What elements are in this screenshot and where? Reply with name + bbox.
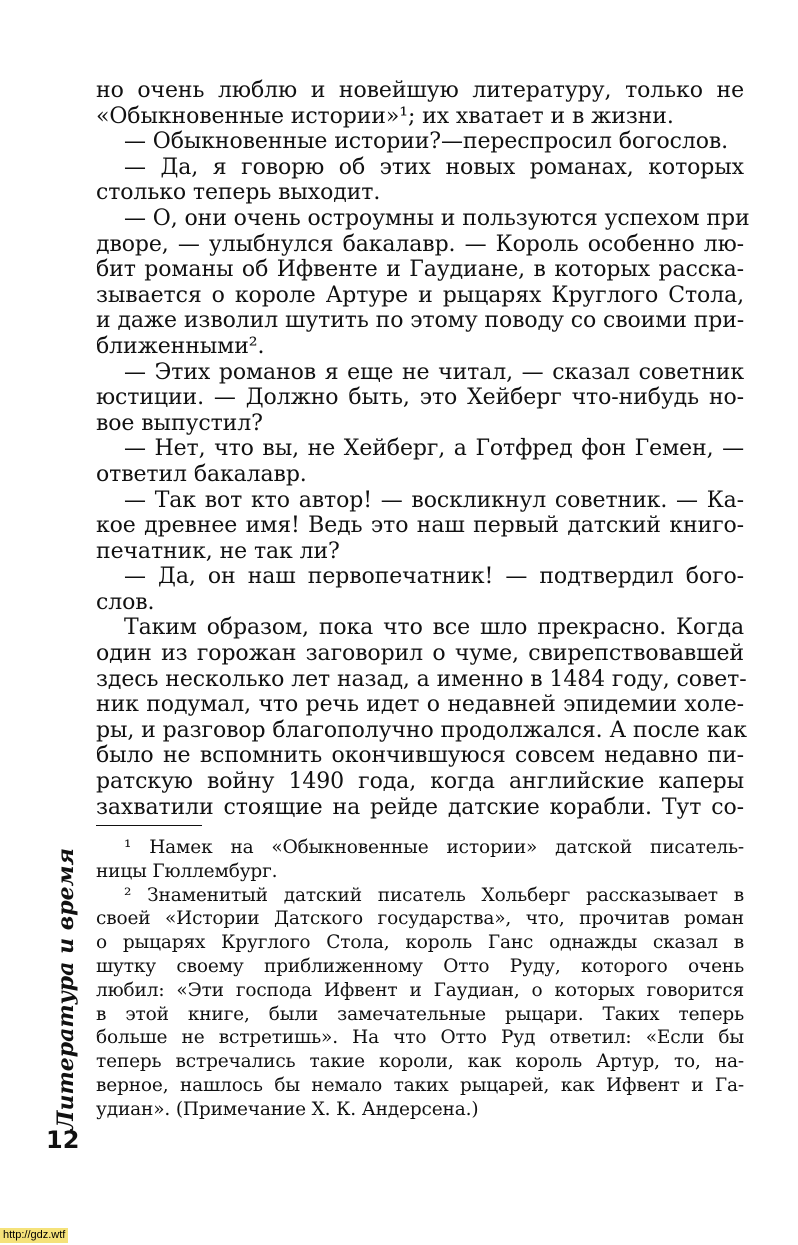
sidebar-title: Литература и время [53, 847, 79, 1130]
text-line: ратскую войну 1490 года, когда английские каперы [96, 769, 744, 795]
footnote-line: ² Знаменитый датский писатель Хольберг рассказывает в [124, 884, 744, 906]
text-line: было не вспомнить окончившуюся совсем недавно пи- [96, 743, 744, 769]
text-line: Таким образом, пока что все шло прекрасно. Когда [124, 615, 744, 641]
footnote-line: теперь встречались такие короли, как король Артур, то, на- [96, 1051, 744, 1073]
text-line: кое древнее имя! Ведь это наш первый датский книго- [96, 513, 744, 539]
text-line: печатник, не так ли? [96, 538, 340, 564]
text-line: дворе, — улыбнулся бакалавр. — Король особенно лю- [96, 231, 744, 257]
text-line: бит романы об Ифвенте и Гаудиане, в которых расска- [96, 257, 744, 283]
footnote-line: верное, нашлось бы немало таких рыцарей, как Ифвент и Га- [96, 1074, 744, 1096]
footnote-line: о рыцарях Круглого Стола, король Ганс однажды сказал в [96, 932, 744, 954]
main-text [96, 78, 750, 820]
text-line: ответил бакалавр. [96, 461, 307, 487]
text-line: — Да, он наш первопечатник! — подтвердил бого- [124, 564, 744, 590]
text-line: и даже изволил шутить по этому поводу со своими при- [96, 308, 745, 334]
text-line: юстиции. — Должно быть, это Хейберг что-нибудь но- [96, 385, 744, 411]
text-line: ник подумал, что речь идет о недавней эпидемии холе- [96, 692, 744, 718]
text-line: здесь несколько лет назад, а именно в 1484 году, совет- [96, 666, 747, 692]
text-line: зывается о короле Артуре и рыцарях Круглого Стола, [96, 282, 744, 308]
watermark-link[interactable]: http://gdz.wtf [0, 1228, 68, 1243]
footnotes [96, 836, 744, 1122]
text-line: ближенными². [96, 333, 265, 359]
text-line: — Так вот кто автор! — воскликнул советник. — Ка- [124, 487, 744, 513]
footnote-divider [96, 825, 202, 826]
text-line: ры, и разговор благополучно продолжался. А после как [96, 717, 747, 743]
text-line: столько теперь выходит. [96, 180, 381, 206]
footnote-line: ¹ Намек на «Обыкновенные истории» датской писатель- [124, 837, 744, 858]
footnote-line: удиан». (Примечание Х. К. Андерсена.) [96, 1098, 479, 1120]
text-line: один из горожан заговорил о чуме, свирепствовавшей [96, 641, 744, 667]
text-line: слов. [96, 589, 155, 615]
footnote-line: любил: «Эти господа Ифвент и Гаудиан, о которых говорится [96, 979, 744, 1001]
footnote-line: шутку своему приближенному Отто Руду, которого очень [96, 955, 744, 977]
footnote-line: больше не встретишь». На что Отто Руд ответил: «Если бы [96, 1027, 744, 1049]
text-line: захватили стоящие на рейде датские корабли. Тут со- [96, 794, 744, 820]
text-line: вое выпустил? [96, 410, 263, 436]
footnote-line: ницы Гюллембург. [96, 860, 278, 882]
text-line: — Нет, что вы, не Хейберг, а Готфред фон Гемен, — [124, 436, 744, 462]
text-line: — Обыкновенные истории?—переспросил богослов. [124, 129, 729, 155]
footnote-line: в этой книге, были замечательные рыцари. Таких теперь [96, 1003, 744, 1025]
text-line: «Обыкновенные истории»¹; их хватает и в жизни. [96, 103, 674, 129]
page-number: 12 [46, 1126, 80, 1154]
text-line: — Этих романов я еще не читал, — сказал советник [124, 359, 744, 385]
footnote-line: своей «Истории Датского государства», что, прочитав роман [96, 908, 744, 930]
text-line: — О, они очень остроумны и пользуются успехом при [124, 205, 750, 231]
text-line: — Да, я говорю об этих новых романах, которых [124, 154, 744, 180]
text-line: но очень люблю и новейшую литературу, только не [96, 78, 744, 103]
